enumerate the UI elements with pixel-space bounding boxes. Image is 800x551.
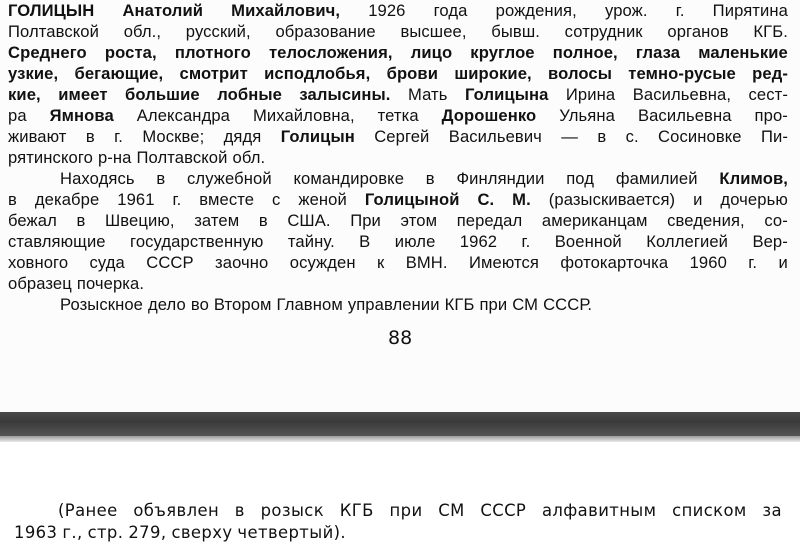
entry-word: круглое [470, 43, 535, 62]
entry-word: со- [764, 211, 788, 230]
entry-line [8, 294, 788, 315]
entry-word: 1961 [117, 190, 155, 209]
entry-word: Климов, [719, 169, 788, 188]
entry-word: Голицыной [364, 190, 460, 209]
entry-word: декабре [34, 190, 100, 209]
entry-word: дядя [223, 127, 262, 146]
page-divider [0, 412, 800, 436]
entry-word: Дорошенко [441, 106, 537, 125]
note-word: 279, [128, 523, 167, 542]
page-divider-shadow [0, 436, 800, 442]
entry-word: под [566, 169, 595, 188]
entry-word: образование [275, 22, 376, 41]
entry-word: служебной [187, 169, 272, 188]
entry-word: г. [675, 1, 685, 20]
entry-line [8, 273, 788, 294]
entry-word: США. [287, 211, 331, 230]
entry-word: Имеются [468, 253, 540, 272]
entry-word: и [778, 253, 788, 272]
entry-word: в [597, 127, 607, 146]
entry-word: года [433, 1, 468, 20]
note-word: при [389, 501, 423, 520]
entry-word: большие [125, 85, 200, 104]
entry-word: заочно [215, 253, 269, 272]
entry-word: Михайловна, [252, 106, 355, 125]
note-word: стр. [87, 523, 124, 542]
entry-word: обл. [232, 148, 266, 167]
entry-word: Полтавской [136, 148, 228, 167]
entry-word: Ирина [565, 85, 616, 104]
entry-word: к [376, 253, 385, 272]
page-number: 88 [388, 327, 413, 349]
entry-word: бегающие, [74, 64, 164, 83]
entry-word: фамилией [615, 169, 698, 188]
entry-word: этом [400, 211, 438, 230]
entry-word: Находясь [60, 169, 135, 188]
entry-word: Розыскное [60, 295, 143, 314]
entry-line [8, 189, 788, 210]
entry-word: Сосиновке [658, 127, 742, 146]
entry-word: плотного [174, 43, 251, 62]
entry-word: Полтавской [8, 22, 99, 41]
entry-line [8, 210, 788, 231]
entry-word: Анатолий [122, 1, 204, 20]
entry-word: Швецию, [104, 211, 175, 230]
entry-word: русский, [185, 22, 251, 41]
entry-line [8, 168, 788, 189]
entry-word: командировке [293, 169, 405, 188]
entry-word: тетка [377, 106, 419, 125]
entry-word: г. [521, 232, 531, 251]
entry-line [8, 147, 788, 168]
entry-word: живают [8, 127, 67, 146]
entry-word: с [272, 190, 281, 209]
entry-word: Мать [407, 85, 448, 104]
entry-word: с. [625, 127, 639, 146]
entry-word: Васильевна, [632, 85, 732, 104]
entry-word: глаза [635, 43, 681, 62]
note-word: сверху [171, 523, 233, 542]
entry-word: фотокарточка [560, 253, 669, 272]
entry-word: образец [8, 274, 72, 293]
entry-word: Ульяна [559, 106, 615, 125]
note-word: (Ранее [58, 501, 118, 520]
entry-word: передал [456, 211, 523, 230]
entry-word: в [425, 169, 435, 188]
entry-word: С. [477, 190, 495, 209]
entry-word: Москве; [142, 127, 205, 146]
entry-word: В [359, 232, 371, 251]
entry-word: сест- [748, 85, 788, 104]
entry-word: про- [754, 106, 788, 125]
note-word: четвертый). [237, 523, 347, 542]
note-word: 1963 [14, 523, 58, 542]
entry-line [8, 84, 788, 105]
entry-word: СССР. [543, 295, 593, 314]
entry-line [8, 63, 788, 84]
entry-word: Военной [554, 232, 622, 251]
entry-word: Пи- [760, 127, 788, 146]
entry-word: маленькие [698, 43, 788, 62]
entry-word: бывш. [491, 22, 540, 41]
entry-word: р-на [97, 148, 132, 167]
entry-word: КГБ. [753, 22, 788, 41]
entry-word: дело [148, 295, 186, 314]
entry-word: осужден [289, 253, 356, 272]
entry-word: Михайлович, [231, 1, 341, 20]
entry-line [8, 21, 788, 42]
entry-word: При [350, 211, 381, 230]
entry-word: г. [114, 127, 123, 146]
entry-word: вместе [199, 190, 255, 209]
entry-word: г. [748, 253, 758, 272]
entry-word: рятинского [8, 148, 93, 167]
entry-word: узкие, [8, 64, 59, 83]
entry-word: смотрит [179, 64, 248, 83]
entry-word: Среднего [8, 43, 87, 62]
entry-word: суда [89, 253, 125, 272]
note-word: списком [672, 501, 747, 520]
entry-word: государственную [130, 232, 264, 251]
entry-line [8, 231, 788, 252]
entry-word: рождения, [495, 1, 577, 20]
entry-word: Коллегией [646, 232, 729, 251]
entry-word: в [156, 169, 166, 188]
entry-word: полное, [552, 43, 618, 62]
entry-word: Ямнова [49, 106, 114, 125]
wanted-entry-text [8, 0, 788, 315]
entry-word: лицо [410, 43, 453, 62]
note-word: СССР [480, 501, 527, 520]
entry-word: 1962 [459, 232, 498, 251]
entry-word: ГОЛИЦЫН [8, 1, 95, 20]
entry-word: ред- [752, 64, 788, 83]
entry-word: американцам [541, 211, 648, 230]
note-line [14, 500, 782, 522]
note-word: КГБ [339, 501, 374, 520]
entry-word: в [85, 127, 95, 146]
entry-word: брови [386, 64, 439, 83]
entry-word: — [561, 127, 578, 146]
entry-word: исподлобья, [264, 64, 371, 83]
entry-word: ховного [8, 253, 69, 272]
entry-line [8, 0, 788, 21]
entry-word: волосы [548, 64, 612, 83]
entry-word: и [693, 190, 703, 209]
entry-word: Александра [136, 106, 231, 125]
entry-word: лобные [217, 85, 282, 104]
entry-word: тайну. [287, 232, 335, 251]
entry-word: бежал [8, 211, 57, 230]
entry-word: Васильевич [448, 127, 542, 146]
note-word: СМ [438, 501, 465, 520]
entry-word: Втором [213, 295, 272, 314]
entry-word: июле [394, 232, 436, 251]
entry-word: в [8, 190, 17, 209]
entry-word: женой [298, 190, 347, 209]
entry-word: КГБ [444, 295, 475, 314]
entry-word: (разыскивается) [548, 190, 676, 209]
entry-word: почерка. [76, 274, 145, 293]
entry-line [8, 42, 788, 63]
note-word: алфавитным [541, 501, 657, 520]
footnote-text [14, 500, 782, 544]
note-line [14, 522, 782, 544]
entry-word: дочерью [720, 190, 788, 209]
entry-word: Финляндии [456, 169, 545, 188]
entry-word: Главном [276, 295, 343, 314]
entry-word: г. [172, 190, 182, 209]
entry-word: имеет [58, 85, 108, 104]
entry-line [8, 252, 788, 273]
entry-word: ставляющие [8, 232, 106, 251]
note-word: г., [62, 523, 83, 542]
entry-word: 1960 [689, 253, 727, 272]
entry-word: М. [512, 190, 531, 209]
entry-word: темно-русые [628, 64, 736, 83]
entry-word: управлении [347, 295, 440, 314]
entry-word: в [258, 211, 268, 230]
entry-word: широкие, [454, 64, 532, 83]
entry-word: при [479, 295, 508, 314]
entry-word: урож. [604, 1, 648, 20]
entry-word: ра [8, 106, 27, 125]
note-word: объявлен [133, 501, 220, 520]
note-word: розыск [260, 501, 324, 520]
note-word: за [762, 501, 782, 520]
entry-word: кие, [8, 85, 41, 104]
entry-word: в [76, 211, 86, 230]
entry-line [8, 126, 788, 147]
entry-word: СМ [512, 295, 539, 314]
entry-word: ВМН. [405, 253, 448, 272]
entry-word: Голицына [464, 85, 549, 104]
entry-word: СССР [146, 253, 194, 272]
entry-word: во [190, 295, 209, 314]
entry-word: Пирятина [712, 1, 788, 20]
entry-word: Голицын [280, 127, 355, 146]
entry-word: Вер- [752, 232, 788, 251]
entry-word: затем [194, 211, 240, 230]
entry-word: Васильевна [637, 106, 732, 125]
entry-word: Сергей [374, 127, 430, 146]
entry-word: залысины. [299, 85, 391, 104]
entry-word: сотрудник [564, 22, 643, 41]
entry-word: сведения, [667, 211, 745, 230]
entry-line [8, 105, 788, 126]
entry-word: телосложения, [268, 43, 393, 62]
entry-word: обл., [123, 22, 162, 41]
entry-word: 1926 [368, 1, 406, 20]
entry-word: органов [667, 22, 729, 41]
entry-word: роста, [104, 43, 157, 62]
entry-word: высшее, [400, 22, 467, 41]
note-word: в [234, 501, 245, 520]
